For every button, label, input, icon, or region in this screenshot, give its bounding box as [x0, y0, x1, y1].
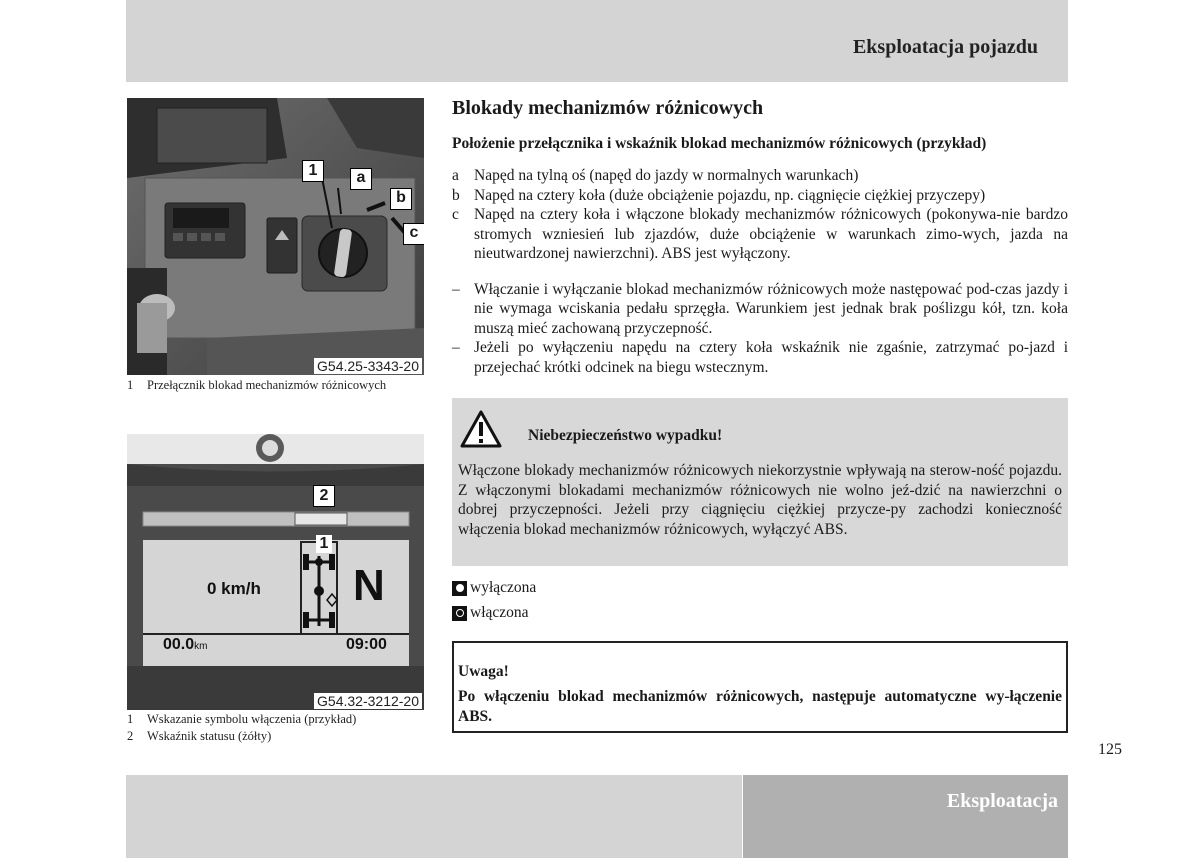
odometer-value: 00.0 [163, 636, 195, 653]
caption-line: 2 Wskaźnik statusu (żółty) [127, 729, 272, 743]
note-box [452, 641, 1068, 733]
callout-2: 2 [313, 485, 335, 507]
caption-line: 1 Wskazanie symbolu włączenia (przykład) [127, 712, 357, 726]
list-item: c Napęd na cztery koła i włączone blokady mechanizmów różnicowych (pokonywa-nie bardzo stromych wzniesień lub zjazdów, duże obciążenie w warunkach zimo-wych, jazda na nieutwardzonej nawierzchni). ABS jest wyłączony. [452, 206, 1068, 262]
list-item: a Napęd na tylną oś (napęd do jazdy w normalnych warunkach) [452, 167, 859, 184]
note-text: Po włączeniu blokad mechanizmów różnicowych, następuje automatyczne wy-łączenie ABS. [458, 688, 1062, 725]
figure2-caption [127, 711, 427, 745]
indicator-on-icon [452, 606, 467, 621]
bullet-list [452, 280, 1068, 378]
page-number: 125 [1098, 741, 1122, 758]
caption-line: 1 Przełącznik blokad mechanizmów różnicowych [127, 378, 387, 392]
footer-tab [743, 775, 1068, 858]
gear-indicator: N [353, 561, 385, 610]
clock-readout: 09:00 [346, 636, 387, 653]
image-code: G54.32-3212-20 [314, 693, 422, 709]
footer-bar [126, 775, 742, 858]
speed-readout: 0 km/h [207, 579, 261, 598]
warning-box [452, 398, 1068, 566]
status-on-label: włączona [470, 604, 529, 621]
header-bar [126, 0, 1068, 82]
switch-photo-drawing [127, 98, 424, 375]
list-item: – Jeżeli po wyłączeniu napędu na cztery koła wskaźnik nie zgaśnie, zatrzymać po-jazd i przejechać krótki odcinek na biegu wstecznym. [452, 339, 1068, 376]
warning-triangle-icon [460, 410, 502, 448]
display-photo [127, 434, 424, 710]
mode-list [452, 166, 1068, 264]
status-on-row [452, 601, 536, 625]
image-code: G54.25-3343-20 [314, 358, 422, 374]
list-item: b Napęd na cztery koła (duże obciążenie pojazdu, np. ciągnięcie ciężkiej przyczepy) [452, 186, 986, 204]
callout-1: 1 [302, 160, 324, 182]
indicator-off-icon [452, 581, 467, 596]
status-off-row [452, 576, 536, 600]
page-section-title: Eksploatacja pojazdu [852, 36, 1038, 58]
note-title: Uwaga! [458, 663, 509, 680]
callout-c: c [403, 223, 424, 245]
section-subheading: Położenie przełącznika i wskaźnik blokad mechanizmów różnicowych (przykład) [452, 135, 987, 152]
section-heading: Blokady mechanizmów różnicowych [452, 97, 764, 119]
warning-text: Włączone blokady mechanizmów różnicowych niekorzystnie wpływają na sterow-ność pojazdu. Z włączonymi blokadami mechanizmów różnicowych nie wolno jeź-dzić na nawierzchni o dobrej przyczepności. Jeżeli przy ciągnięciu ciężkiej przycze-py zachodzi konieczność włączenia blokad mechanizmów różnicowych, wyłączyć ABS. [458, 462, 1062, 538]
callout-b: b [390, 188, 412, 210]
callout-1: 1 [316, 535, 332, 553]
callout-a: a [350, 168, 372, 190]
status-legend [452, 576, 536, 625]
odometer-unit: km [194, 641, 208, 652]
footer-chapter-title: Eksploatacja [946, 790, 1058, 812]
switch-photo [127, 98, 424, 375]
main-content [452, 97, 1068, 377]
status-off-label: wyłączona [470, 579, 537, 596]
list-item: – Włączanie i wyłączanie blokad mechanizmów różnicowych może następować pod-czas jazdy i nie wymaga wciskania pedału sprzęgła. Warunkiem jest jednak brak poślizgu kół, tzn. koła muszą mieć zachowaną przyczepność. [452, 280, 1068, 337]
odometer-readout [163, 636, 207, 654]
warning-title: Niebezpieczeństwo wypadku! [528, 427, 723, 444]
figure1-caption [127, 377, 427, 394]
